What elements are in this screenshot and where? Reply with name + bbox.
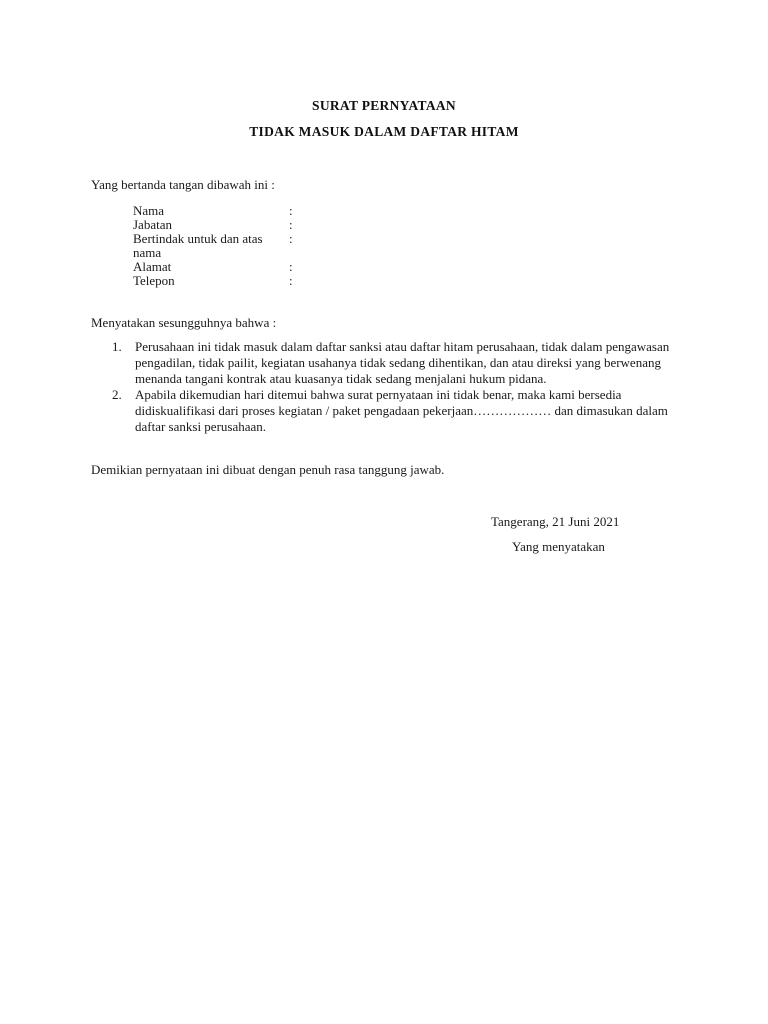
field-colon: :	[289, 231, 293, 246]
intro-text: Yang bertanda tangan dibawah ini :	[91, 177, 275, 192]
document-subtitle: TIDAK MASUK DALAM DAFTAR HITAM	[249, 124, 519, 139]
place-date: Tangerang, 21 Juni 2021	[491, 514, 620, 529]
list-item	[112, 387, 692, 435]
field-label: Alamat	[133, 259, 172, 274]
field-colon: :	[289, 273, 293, 288]
statement-list	[112, 339, 692, 435]
list-number: 2.	[112, 387, 122, 402]
statement-text: Menyatakan sesungguhnya bahwa :	[91, 315, 277, 330]
list-number: 1.	[112, 339, 122, 354]
field-row-bertindak	[133, 232, 333, 260]
field-row-jabatan	[133, 218, 333, 232]
field-label: Nama	[133, 203, 165, 218]
document-title: SURAT PERNYATAAN	[312, 98, 456, 113]
list-item	[112, 339, 692, 387]
field-colon: :	[289, 217, 293, 232]
field-row-alamat	[133, 260, 333, 274]
closing-text: Demikian pernyataan ini dibuat dengan penuh rasa tanggung jawab.	[91, 462, 445, 477]
list-text: Apabila dikemudian hari ditemui bahwa surat pernyataan ini tidak benar, maka kami bersedia didiskualifikasi dari proses kegiatan / paket pengadaan pekerjaan……………… dan dimasukan dalam daftar sanksi perusahaan.	[135, 387, 668, 434]
field-row-telepon	[133, 274, 333, 288]
list-text: Perusahaan ini tidak masuk dalam daftar sanksi atau daftar hitam perusahaan, tidak dalam pengawasan pengadilan, tidak pailit, kegiatan usahanya tidak sedang dihentikan, dan atau direksi yang berwenang menanda tangani kontrak atau kuasanya tidak sedang menjalani hukum pidana.	[135, 339, 670, 386]
field-label: Telepon	[133, 273, 175, 288]
field-colon: :	[289, 203, 293, 218]
identity-fields	[133, 204, 333, 288]
field-label: Bertindak untuk dan atas nama	[133, 231, 263, 260]
field-colon: :	[289, 259, 293, 274]
signer-label: Yang menyatakan	[512, 539, 605, 554]
field-label: Jabatan	[133, 217, 172, 232]
field-row-nama	[133, 204, 333, 218]
